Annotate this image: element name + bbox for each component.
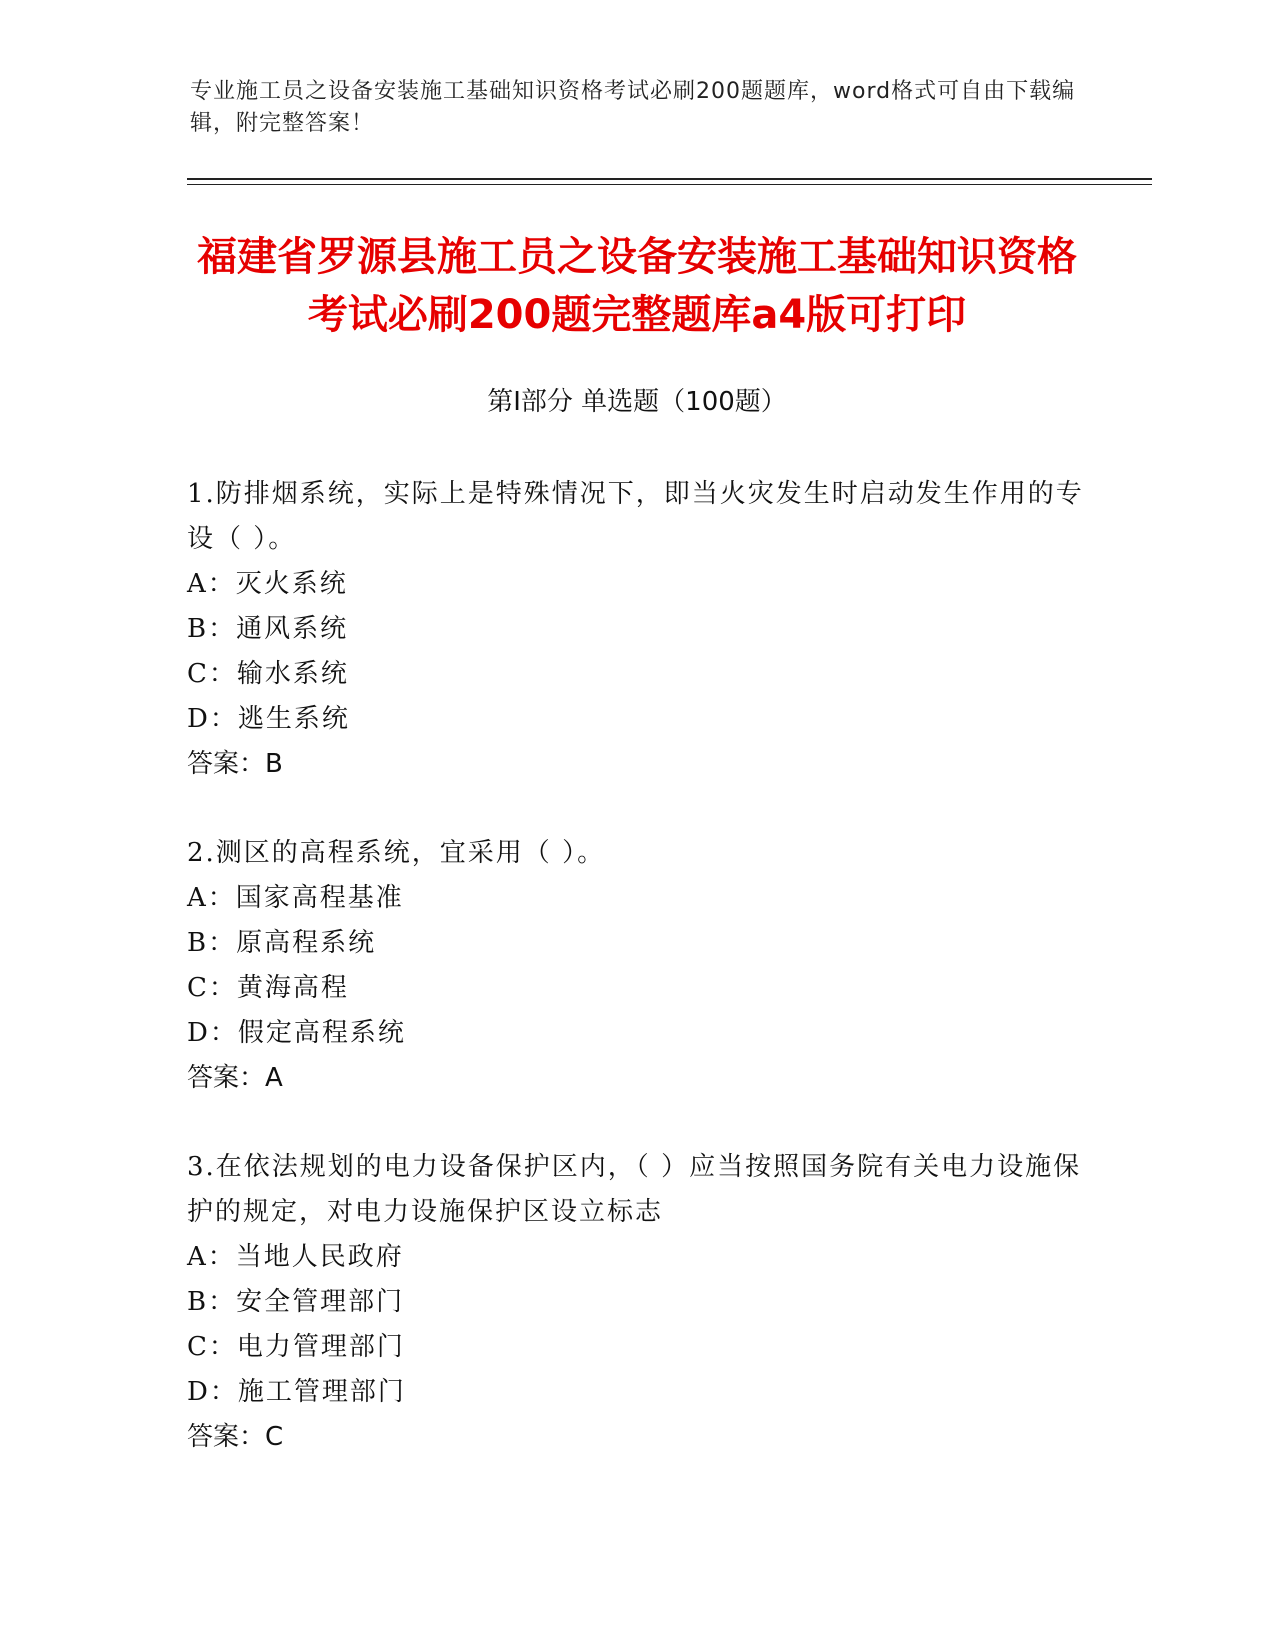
answer-line: 答案：C bbox=[187, 1422, 284, 1452]
option-b: B：原高程系统 bbox=[187, 928, 377, 958]
answer-line: 答案：A bbox=[187, 1063, 283, 1093]
option-b: B：通风系统 bbox=[187, 614, 349, 644]
option-a: A：国家高程基准 bbox=[187, 883, 404, 913]
option-b: B：安全管理部门 bbox=[187, 1287, 405, 1317]
header-note: 专业施工员之设备安装施工基础知识资格考试必刷200题题库，word格式可自由下载编辑，附完整答案！ bbox=[190, 79, 1076, 136]
question-stem: 1.防排烟系统，实际上是特殊情况下，即当火灾发生时启动发生作用的专设（ ）。 bbox=[187, 479, 1084, 554]
option-c: C：黄海高程 bbox=[187, 973, 349, 1003]
option-c: C：输水系统 bbox=[187, 659, 349, 689]
option-a: A：灭火系统 bbox=[187, 569, 348, 599]
option-d: D：施工管理部门 bbox=[187, 1377, 406, 1407]
question-1 bbox=[187, 472, 1087, 787]
header-rule-thick bbox=[187, 178, 1152, 180]
option-d: D：逃生系统 bbox=[187, 704, 350, 734]
header-rule-thin bbox=[187, 184, 1152, 185]
question-stem: 2.测区的高程系统，宜采用（ ）。 bbox=[187, 838, 606, 868]
question-list bbox=[187, 472, 1087, 1504]
option-c: C：电力管理部门 bbox=[187, 1332, 405, 1362]
section-title: 第Ⅰ部分 单选题（100题） bbox=[487, 387, 787, 417]
answer-line: 答案：B bbox=[187, 749, 283, 779]
question-2 bbox=[187, 831, 1087, 1101]
question-stem: 3.在依法规划的电力设备保护区内，（ ）应当按照国务院有关电力设施保护的规定，对电力设施保护区设立标志 bbox=[187, 1152, 1082, 1227]
option-d: D：假定高程系统 bbox=[187, 1018, 406, 1048]
option-a: A：当地人民政府 bbox=[187, 1242, 404, 1272]
question-3 bbox=[187, 1145, 1087, 1460]
document-title: 福建省罗源县施工员之设备安装施工基础知识资格考试必刷200题完整题库a4版可打印 bbox=[197, 234, 1077, 338]
